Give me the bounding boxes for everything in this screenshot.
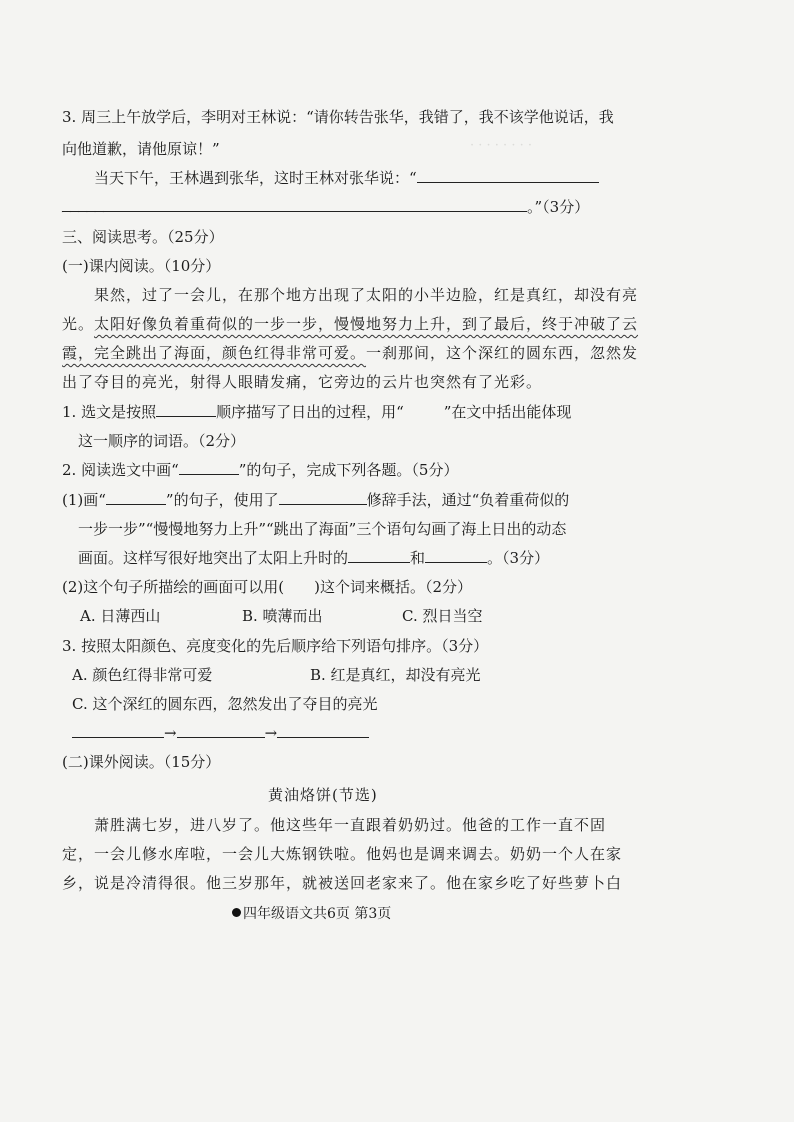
reading-question-1-cont: 这一顺序的词语。（2分）: [78, 432, 246, 450]
question-2-sub-1-cont: 一步一步”“慢慢地努力上升”“跳出了海面”三个语句勾画了海上日出的动态: [78, 520, 567, 538]
ordering-option-a: A. 颜色红得非常可爱: [72, 666, 213, 684]
question-3-line-4: [62, 197, 589, 217]
question-text: 修辞手法，通过“负着重荷似的: [366, 491, 570, 509]
answer-blank[interactable]: [179, 460, 239, 475]
passage-line-1: 果然，过了一会儿，在那个地方出现了太阳的小半边脸，红是真红，却没有亮: [94, 286, 639, 304]
ordering-option-c: C. 这个深红的圆东西，忽然发出了夺目的亮光: [72, 695, 378, 713]
answer-blank[interactable]: [279, 490, 367, 505]
ordering-answer-row: [72, 723, 369, 743]
ordering-option-b: B. 红是真红，却没有亮光: [310, 666, 481, 684]
part-1-heading: (一)课内阅读。（10分）: [62, 257, 221, 275]
question-text: ”的句子，使用了: [165, 491, 279, 509]
answer-blank[interactable]: [177, 723, 265, 738]
answer-blank[interactable]: [62, 197, 527, 212]
arrow-icon: →: [264, 724, 278, 742]
question-2-sub-1: [62, 490, 569, 510]
answer-blank[interactable]: [156, 402, 216, 417]
page-footer: [232, 904, 391, 924]
answer-blank[interactable]: [106, 490, 166, 505]
passage-line-3: [62, 343, 638, 363]
answer-blank[interactable]: [277, 723, 369, 738]
reading-question-2: [62, 460, 458, 480]
passage-text: 一刹那间，这个深红的圆东西，忽然发: [366, 344, 639, 362]
answer-blank[interactable]: [72, 723, 164, 738]
bleed-through-text: · · · · · ·: [60, 205, 106, 220]
answer-blank[interactable]: [348, 548, 410, 563]
question-text: 1. 选文是按照: [62, 403, 157, 421]
bleed-through-text: · · · · · · · ·: [470, 138, 532, 153]
story-line-1: 萧胜满七岁，进八岁了。他这些年一直跟着奶奶过。他爸的工作一直不固: [94, 816, 607, 834]
option-b: B. 喷薄而出: [242, 607, 323, 625]
passage-line-4: 出了夺目的亮光，射得人眼睛发痛，它旁边的云片也突然有了光彩。: [62, 373, 543, 391]
passage-line-2: [62, 314, 638, 334]
answer-blank[interactable]: [417, 168, 599, 183]
question-3-line-2: 向他道歉，请他原谅！”: [62, 140, 220, 158]
question-text: 和: [410, 549, 426, 567]
question-text: 。（3分）: [487, 549, 550, 567]
bullet-icon: [232, 908, 241, 917]
question-3-line-3: [94, 168, 599, 188]
question-text: )这个词来概括。（2分）: [314, 578, 473, 596]
story-title: 黄油烙饼(节选): [268, 786, 378, 804]
underlined-sentence: 太阳好像负着重荷似的一步一步，慢慢地努力上升，到了最后，终于冲破了云: [94, 315, 639, 333]
story-line-2: 定，一会儿修水库啦，一会儿大炼钢铁啦。他妈也是调来调去。奶奶一个人在家: [62, 845, 623, 863]
question-2-sub-1-cont-2: [78, 548, 549, 568]
question-text: 2. 阅读选文中画“: [62, 461, 179, 479]
reading-question-3: 3. 按照太阳颜色、亮度变化的先后顺序给下列语句排序。（3分）: [62, 637, 489, 655]
option-c: C. 烈日当空: [402, 607, 483, 625]
question-3-prompt: 当天下午，王林遇到张华，这时王林对张华说：“: [94, 169, 417, 187]
passage-text: 光。: [62, 315, 95, 333]
answer-blank[interactable]: [425, 548, 487, 563]
option-a: A. 日薄西山: [80, 607, 161, 625]
part-2-heading: (二)课外阅读。（15分）: [62, 753, 221, 771]
question-text: (1)画“: [62, 491, 106, 509]
question-3-line-1: 3. 周三上午放学后，李明对王林说：“请你转告张华，我错了，我不该学他说话，我: [62, 108, 614, 126]
question-text: 顺序描写了日出的过程，用“: [216, 403, 404, 421]
section-3-heading: 三、阅读思考。（25分）: [62, 228, 224, 246]
score-note: 。”（3分）: [527, 198, 590, 216]
story-line-3: 乡，说是冷清得很。他三岁那年，就被送回老家来了。他在家乡吃了好些萝卜白: [62, 874, 623, 892]
question-text: (2)这个句子所描绘的画面可以用(: [62, 578, 285, 596]
question-text: 画面。这样写很好地突出了太阳上升时的: [78, 549, 349, 567]
question-text: ”在文中括出能体现: [443, 403, 572, 421]
footer-text: 四年级语文共6页 第3页: [243, 906, 392, 922]
arrow-icon: →: [164, 724, 177, 742]
question-2-sub-2: [62, 577, 472, 597]
reading-question-1: [62, 402, 571, 422]
question-text: ”的句子，完成下列各题。（5分）: [238, 461, 459, 479]
underlined-sentence: 霞，完全跳出了海面，颜色红得非常可爱。: [62, 344, 367, 362]
